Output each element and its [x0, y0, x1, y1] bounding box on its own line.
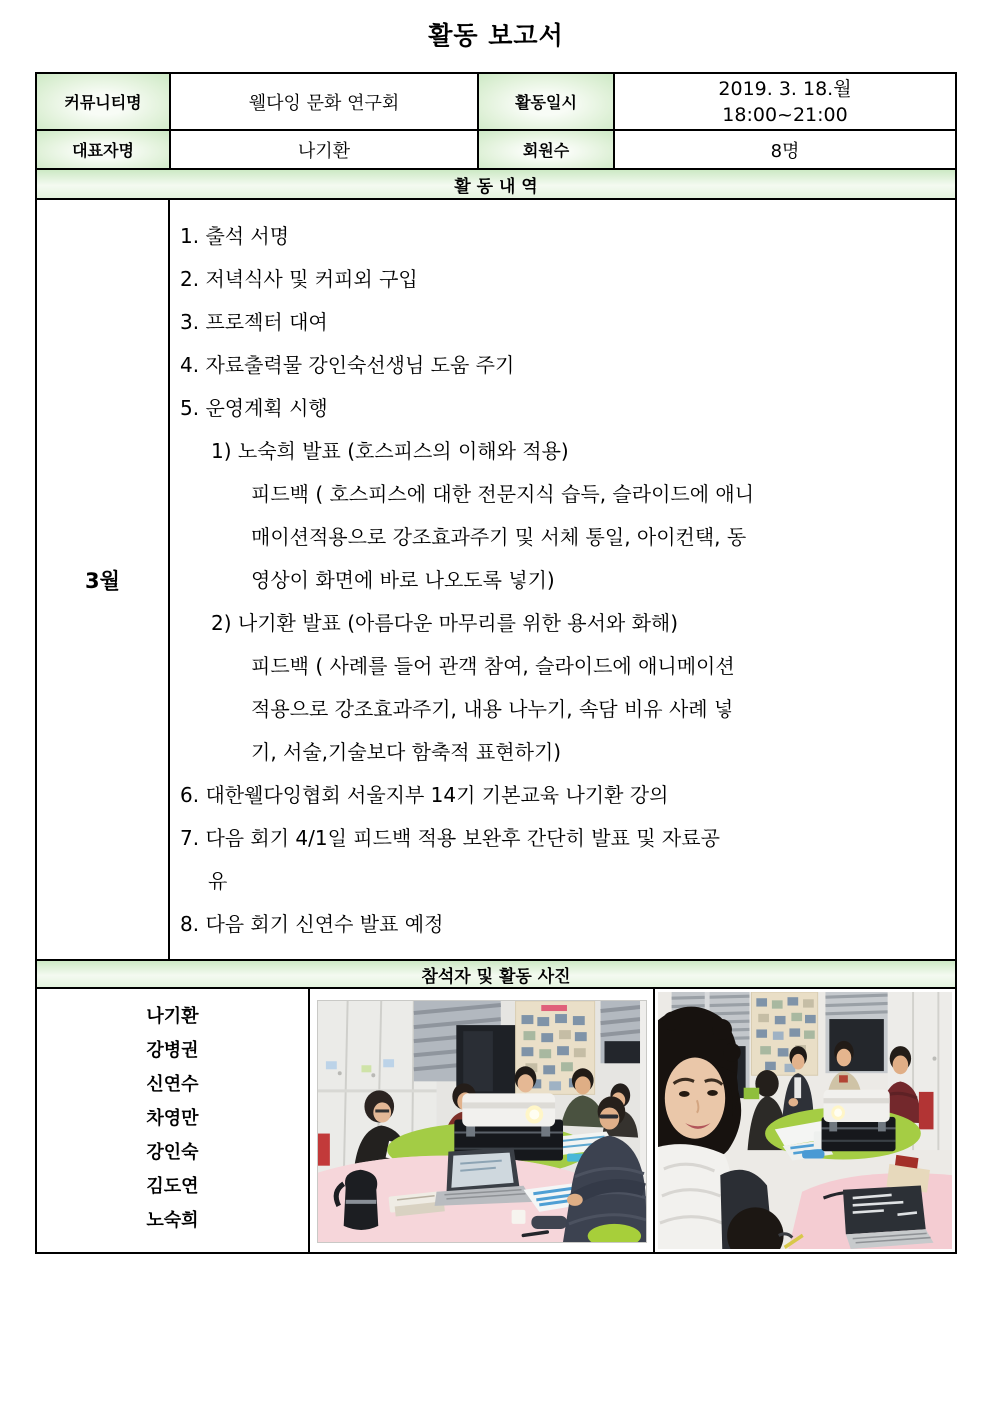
photo-row [37, 989, 955, 1252]
activity-line: 6. 대한웰다잉협회 서울지부 14기 기본교육 나기환 강의 [180, 783, 669, 807]
activity-datetime-label: 활동일시 [479, 74, 615, 131]
info-row-2 [37, 131, 955, 170]
representative-value: 나기환 [171, 131, 479, 170]
page-title: 활동 보고서 [428, 21, 564, 50]
activity-line: 피드백 ( 호스피스에 대한 전문지식 습득, 슬라이드에 애니 [251, 482, 755, 506]
info-row-1 [37, 74, 955, 131]
activity-details-header-row [37, 170, 955, 200]
participant-name: 강병권 [146, 1040, 199, 1061]
activity-line: 2) 나기환 발표 (아름다운 마무리를 위한 용서와 화해) [211, 611, 679, 635]
participant-name: 신연수 [146, 1074, 199, 1095]
activity-line: 기, 서술,기술보다 함축적 표현하기) [251, 740, 562, 764]
activity-line: 2. 저녁식사 및 커피외 구입 [180, 267, 418, 291]
participant-names [37, 989, 310, 1252]
activity-content-row [37, 200, 955, 961]
selfie-photo-illustration [658, 992, 952, 1249]
photo-cell-2 [655, 989, 955, 1252]
representative-label: 대표자명 [37, 131, 171, 170]
activity-line: 피드백 ( 사례를 들어 관객 참여, 슬라이드에 애니메이션 [251, 654, 735, 678]
member-count-label: 회원수 [479, 131, 615, 170]
month-cell: 3월 [37, 200, 170, 961]
selfie-photo [658, 992, 952, 1249]
meeting-room-photo [317, 1000, 647, 1243]
activity-line: 8. 다음 회기 신연수 발표 예정 [180, 912, 444, 936]
activity-time: 18:00~21:00 [722, 103, 848, 126]
photo-section-header-row [37, 961, 955, 989]
activity-line: 1. 출석 서명 [180, 224, 290, 248]
participant-name: 강인숙 [146, 1142, 199, 1163]
participant-name: 김도연 [146, 1176, 199, 1197]
activity-line: 매이션적용으로 강조효과주기 및 서체 통일, 아이컨택, 동 [251, 525, 747, 549]
activity-line: 7. 다음 회기 4/1일 피드백 적용 보완후 간단히 발표 및 자료공 [180, 826, 720, 850]
activity-line: 4. 자료출력물 강인숙선생님 도움 주기 [180, 353, 515, 377]
activity-line: 3. 프로젝터 대여 [180, 310, 328, 334]
participant-name: 노숙희 [146, 1210, 199, 1231]
activity-line: 유 [208, 869, 228, 893]
community-name-value: 웰다잉 문화 연구회 [171, 74, 479, 131]
participant-name: 차영만 [146, 1108, 199, 1129]
activity-lines [170, 200, 955, 961]
community-name-label: 커뮤니티명 [37, 74, 171, 131]
participant-name: 나기환 [146, 1006, 199, 1027]
activity-line: 영상이 화면에 바로 나오도록 넣기) [251, 568, 555, 592]
member-count-value: 8명 [615, 131, 955, 170]
activity-line: 1) 노숙희 발표 (호스피스의 이해와 적용) [211, 439, 569, 463]
activity-date: 2019. 3. 18.월 [718, 77, 852, 100]
report-table [35, 72, 957, 1254]
meeting-room-photo-illustration [318, 1001, 646, 1242]
activity-details-header: 활 동 내 역 [37, 170, 955, 200]
activity-datetime-value [615, 74, 955, 131]
photo-section-header: 참석자 및 활동 사진 [37, 961, 955, 989]
activity-line: 5. 운영계획 시행 [180, 396, 328, 420]
photo-cell-1 [310, 989, 655, 1252]
activity-line: 적용으로 강조효과주기, 내용 나누기, 속담 비유 사례 넣 [251, 697, 734, 721]
